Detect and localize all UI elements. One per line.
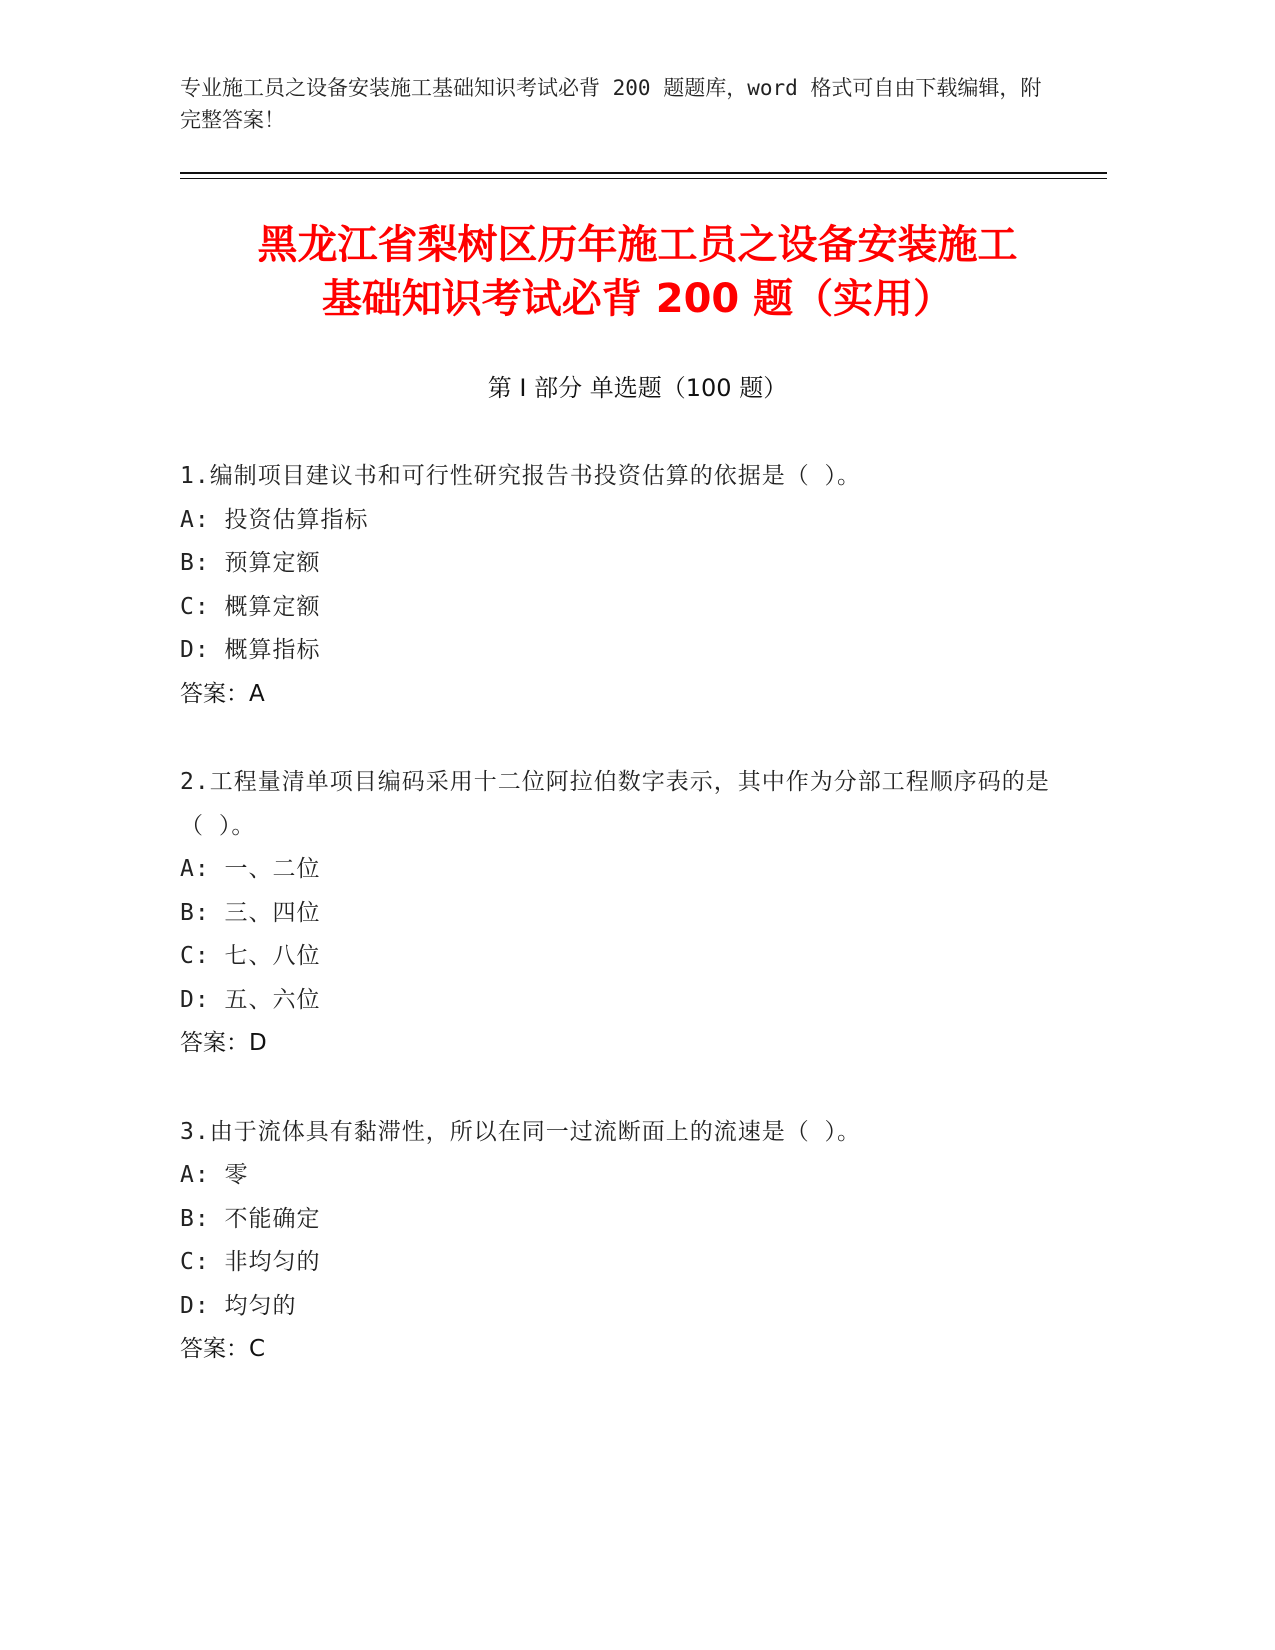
question-stem: 2.工程量清单项目编码采用十二位阿拉伯数字表示，其中作为分部工程顺序码的是（ ）。 xyxy=(180,769,1050,839)
question-3 xyxy=(180,1111,1060,1372)
option-c: C: 七、八位 xyxy=(180,943,321,969)
header-rule-thick xyxy=(180,172,1107,174)
option-b: B: 预算定额 xyxy=(180,550,321,576)
answer: 答案：A xyxy=(180,680,265,707)
answer: 答案：D xyxy=(180,1030,267,1056)
question-stem: 1.编制项目建议书和可行性研究报告书投资估算的依据是（ ）。 xyxy=(180,463,862,489)
question-list xyxy=(180,455,1060,1417)
option-d: D: 均匀的 xyxy=(180,1292,297,1319)
option-c: C: 概算定额 xyxy=(180,593,321,620)
header-rule-thin xyxy=(180,178,1107,179)
question-2 xyxy=(180,761,1060,1066)
option-a: A: 投资估算指标 xyxy=(180,506,369,533)
option-b: B: 三、四位 xyxy=(180,899,321,926)
title-line-1: 黑龙江省梨树区历年施工员之设备安装施工 xyxy=(257,222,1018,268)
answer: 答案：C xyxy=(180,1336,266,1362)
question-1 xyxy=(180,455,1060,716)
option-a: A: 一、二位 xyxy=(180,856,321,882)
option-d: D: 概算指标 xyxy=(180,637,321,663)
title-line-2: 基础知识考试必背 200 题（实用） xyxy=(321,276,954,322)
option-d: D: 五、六位 xyxy=(180,986,321,1013)
option-b: B: 不能确定 xyxy=(180,1205,321,1232)
document-title xyxy=(150,218,1125,326)
option-c: C: 非均匀的 xyxy=(180,1249,321,1275)
option-a: A: 零 xyxy=(180,1162,249,1188)
header-note: 专业施工员之设备安装施工基础知识考试必背 200 题题库，word 格式可自由下载编辑，附完整答案！ xyxy=(180,76,1042,132)
question-stem: 3.由于流体具有黏滞性，所以在同一过流断面上的流速是（ ）。 xyxy=(180,1118,862,1145)
section-heading: 第 I 部分 单选题（100 题） xyxy=(487,374,788,402)
